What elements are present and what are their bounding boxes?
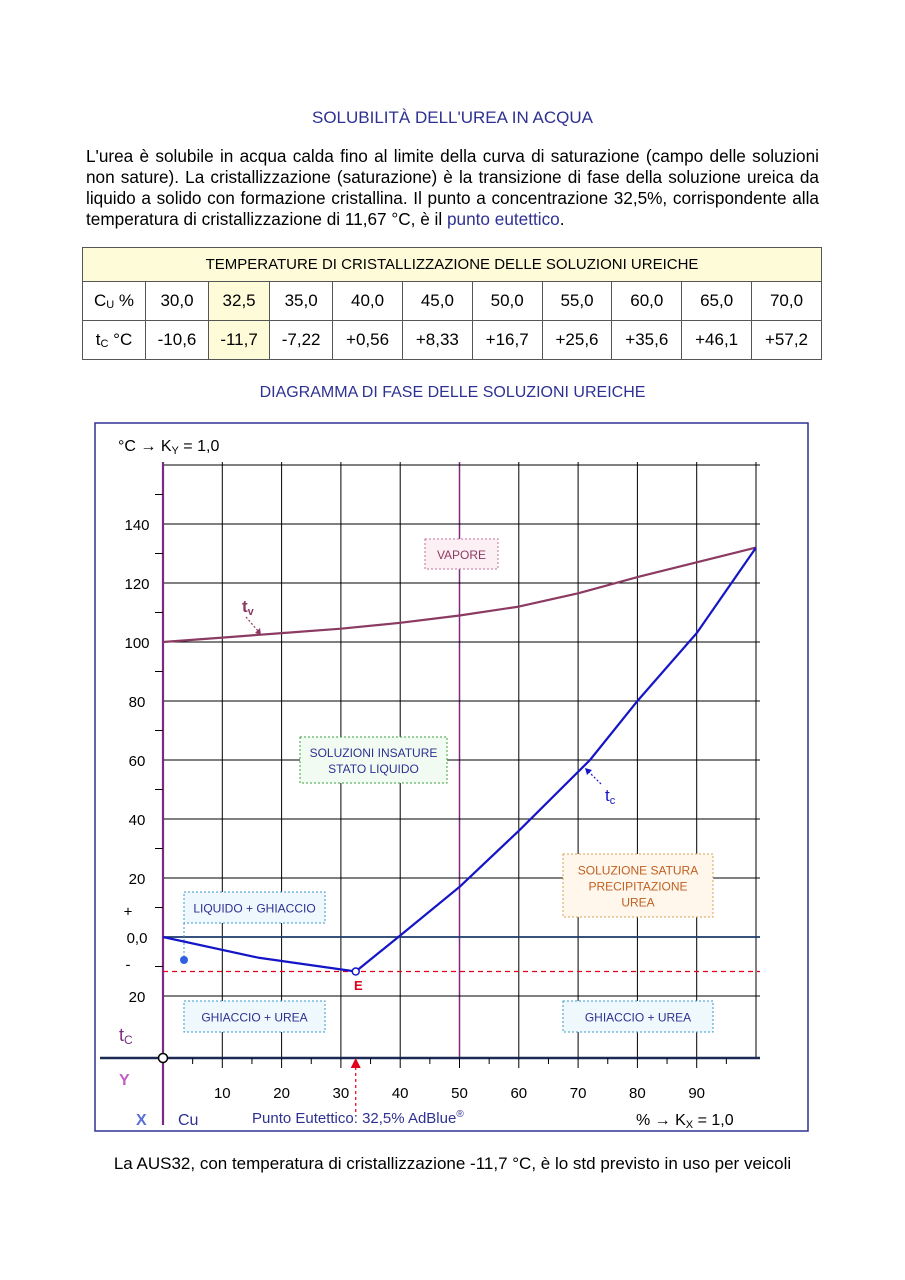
region-satura-text: SOLUZIONE SATURA xyxy=(577,863,699,878)
y-tick-label: 80 xyxy=(128,694,146,711)
region-satura-text: PRECIPITAZIONE xyxy=(588,879,688,894)
x-tick-label: 10 xyxy=(213,1085,231,1102)
y-axis-letter: Y xyxy=(119,1072,130,1089)
top-axis-label: °C → KY = 1,0 xyxy=(118,438,220,457)
tc-axis-label: tC xyxy=(119,1025,133,1047)
region-satura-text: UREA xyxy=(621,895,655,910)
x-tick-label: 20 xyxy=(273,1085,290,1102)
eutectic-point-label: E xyxy=(354,978,363,993)
temp-cell: +57,2 xyxy=(752,321,822,360)
y-tick-label: 0,0 xyxy=(126,930,148,947)
temp-cell: +0,56 xyxy=(333,321,403,360)
x-tick-label: 70 xyxy=(569,1085,587,1102)
x-tick-label: 50 xyxy=(451,1085,468,1102)
region-insature-text: SOLUZIONI INSATURE xyxy=(309,746,438,760)
conc-cell: 32,5 xyxy=(209,282,270,321)
temp-cell: -10,6 xyxy=(146,321,209,360)
y-tick-label: 140 xyxy=(124,517,150,534)
x-tick-label: 60 xyxy=(510,1085,528,1102)
intro-end: . xyxy=(559,209,565,229)
region-insature xyxy=(300,737,447,783)
y-tick-label: 20 xyxy=(128,989,146,1006)
conc-cell: 60,0 xyxy=(612,282,682,321)
conc-cell: 30,0 xyxy=(146,282,209,321)
y-tick-label: - xyxy=(125,956,131,974)
conc-cell: 35,0 xyxy=(270,282,333,321)
tc-label: tc xyxy=(605,786,616,807)
temp-cell: -11,7 xyxy=(209,321,270,360)
conc-cell: 65,0 xyxy=(682,282,752,321)
conc-cell: 70,0 xyxy=(752,282,822,321)
x-tick-label: 40 xyxy=(391,1085,409,1102)
eutectic-point xyxy=(352,968,359,975)
x-tick-label: 80 xyxy=(629,1085,646,1102)
row-label-concentration: $C_U$ % xyxy=(83,282,146,321)
y-tick-label: + xyxy=(123,903,133,921)
region-insature-text: STATO LIQUIDO xyxy=(328,762,419,776)
temp-cell: +8,33 xyxy=(402,321,472,360)
x-tick-label: 90 xyxy=(688,1085,706,1102)
conc-cell: 45,0 xyxy=(402,282,472,321)
x-axis-letter: X xyxy=(136,1112,147,1129)
bottom-right-axis-label: % → KX = 1,0 xyxy=(636,1112,734,1131)
conc-cell: 50,0 xyxy=(472,282,542,321)
eutectic-caption: Punto Eutettico: 32,5% AdBlue® xyxy=(252,1109,464,1127)
temp-cell: +25,6 xyxy=(542,321,612,360)
cu-label: Cu xyxy=(178,1112,199,1129)
x-tick-label: 30 xyxy=(332,1085,350,1102)
temp-cell: -7,22 xyxy=(270,321,333,360)
bottom-note: La AUS32, con temperatura di cristallizzazione -11,7 °C, è lo std previsto in uso per veicoli xyxy=(113,1154,792,1173)
liquido-ghiaccio-dot xyxy=(180,956,188,964)
region-vapore-text: VAPORE xyxy=(436,548,487,562)
temp-cell: +35,6 xyxy=(612,321,682,360)
tv-label: tv xyxy=(242,597,254,618)
conc-cell: 40,0 xyxy=(333,282,403,321)
y-tick-label: 40 xyxy=(128,812,146,829)
intro-text: L'urea è solubile in acqua calda fino al limite della curva di saturazione (campo delle soluzioni non sature). La cristallizzazione (saturazione) è la transizione di fase della soluzione ureica da liquido a solido con formazione cristallina. Il punto a concentrazione 32,5%, corrispondente alla temperatura di cristallizzazione di 11,67 °C, è il xyxy=(86,146,819,229)
page-title: SOLUBILITÀ DELL'UREA IN ACQUA xyxy=(311,108,593,127)
conc-cell: 55,0 xyxy=(542,282,612,321)
table-header: TEMPERATURE DI CRISTALLIZZAZIONE DELLE SOLUZIONI UREICHE xyxy=(83,248,822,282)
y-tick-label: 20 xyxy=(128,871,146,888)
y-tick-label: 120 xyxy=(124,576,150,593)
region-ghiaccio-urea-left-text: GHIACCIO + UREA xyxy=(201,1010,308,1025)
temp-cell: +46,1 xyxy=(682,321,752,360)
temp-cell: +16,7 xyxy=(472,321,542,360)
y-tick-label: 60 xyxy=(128,753,146,770)
region-liquido-ghiaccio-text: LIQUIDO + GHIACCIO xyxy=(193,901,316,916)
diagram-title: DIAGRAMMA DI FASE DELLE SOLUZIONI UREICHE xyxy=(259,384,646,401)
origin-marker xyxy=(159,1054,168,1063)
row-label-temperature: $t_C$ °C xyxy=(83,321,146,360)
region-ghiaccio-urea-right-text: GHIACCIO + UREA xyxy=(584,1010,692,1025)
y-tick-label: 100 xyxy=(124,635,150,652)
eutectic-highlight: punto eutettico xyxy=(446,209,560,229)
